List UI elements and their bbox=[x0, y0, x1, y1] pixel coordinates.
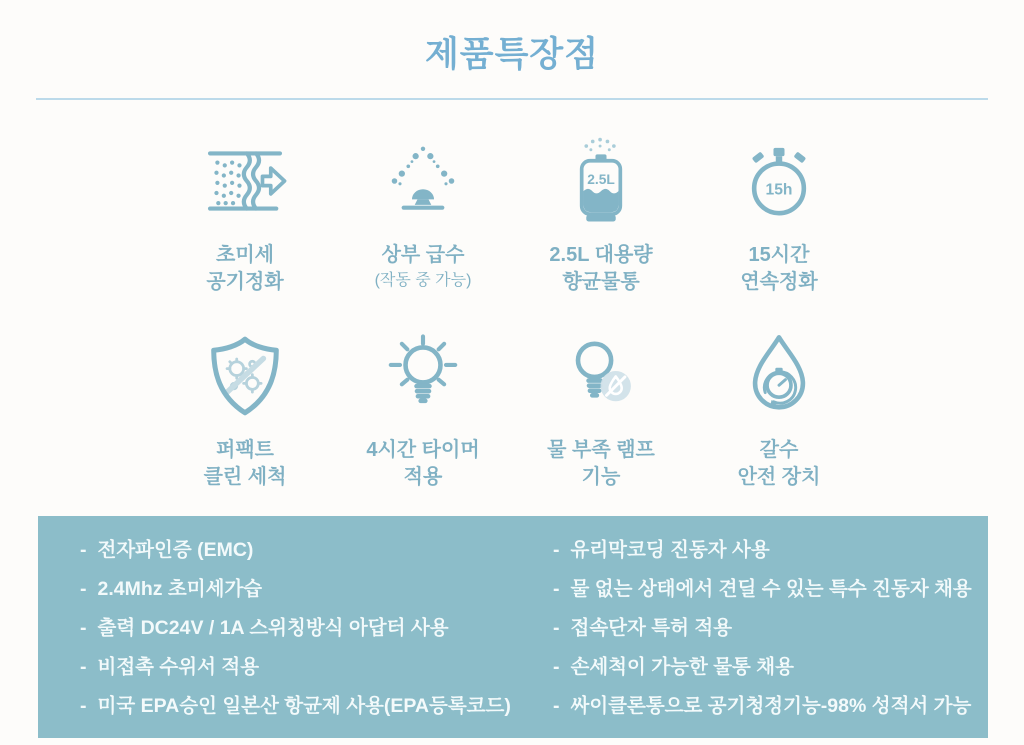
bullet-dash: - bbox=[553, 578, 560, 600]
feature-label: 퍼팩트 클린 세척 bbox=[203, 439, 287, 488]
spec-item bbox=[553, 576, 988, 602]
feature-label: 15시간 연속정화 bbox=[740, 244, 818, 293]
drop-safety-icon bbox=[733, 325, 825, 422]
bullet-dash: - bbox=[553, 539, 560, 561]
timer-bulb-icon bbox=[377, 325, 469, 422]
spec-list-right bbox=[513, 537, 988, 738]
bullet-dash: - bbox=[553, 617, 560, 639]
feature-15h-continuous bbox=[690, 130, 868, 296]
spec-item bbox=[553, 537, 988, 563]
spec-text: 비접촉 수위서 적용 bbox=[97, 656, 260, 678]
spec-text: 물 없는 상태에서 견딜 수 있는 특수 진동자 채용 bbox=[570, 578, 972, 600]
bullet-dash: - bbox=[553, 695, 560, 717]
spec-text: 싸이클론통으로 공기청정기능-98% 성적서 가능 bbox=[570, 695, 972, 717]
spec-text: 손세척이 가능한 물통 채용 bbox=[570, 656, 794, 678]
spec-item bbox=[553, 654, 988, 680]
bullet-dash: - bbox=[553, 656, 560, 678]
feature-label: 상부 급수 (작동 중 가능) bbox=[374, 244, 472, 289]
spec-item bbox=[80, 615, 513, 641]
page-title: 제품특장점 bbox=[424, 35, 600, 74]
spec-text: 유리막코딩 진동자 사용 bbox=[570, 539, 770, 561]
features-grid bbox=[156, 130, 868, 491]
spec-text: 2.4Mhz 초미세가습 bbox=[97, 578, 263, 600]
feature-label: 물 부족 램프 기능 bbox=[547, 439, 655, 488]
feature-label: 갈수 안전 장치 bbox=[737, 439, 821, 488]
spec-text: 출력 DC24V / 1A 스위칭방식 아답터 사용 bbox=[97, 617, 449, 639]
feature-label: 2.5L 대용량 향균물통 bbox=[549, 244, 653, 293]
feature-air-purification bbox=[156, 130, 334, 296]
feature-water-safety bbox=[690, 325, 868, 491]
feature-large-tank bbox=[512, 130, 690, 296]
bullet-dash: - bbox=[80, 539, 87, 561]
bullet-dash: - bbox=[80, 656, 87, 678]
air-filter-icon bbox=[199, 130, 291, 227]
title-divider bbox=[36, 98, 988, 100]
spec-list-left bbox=[38, 537, 513, 738]
spec-item bbox=[80, 654, 513, 680]
bullet-dash: - bbox=[80, 695, 87, 717]
tank-capacity-text: 2.5L bbox=[587, 171, 615, 187]
spec-item bbox=[80, 693, 513, 719]
clean-shield-icon bbox=[199, 325, 291, 422]
spec-text: 접속단자 특허 적용 bbox=[570, 617, 733, 639]
spec-item bbox=[80, 537, 513, 563]
spec-text: 전자파인증 (EMC) bbox=[97, 539, 254, 561]
stopwatch-hours-text: 15h bbox=[765, 181, 793, 199]
spec-box bbox=[38, 516, 988, 738]
spec-item bbox=[553, 693, 988, 719]
bullet-dash: - bbox=[80, 578, 87, 600]
feature-label: 4시간 타이머 적용 bbox=[366, 439, 480, 488]
bullet-dash: - bbox=[80, 617, 87, 639]
feature-label: 초미세 공기정화 bbox=[206, 244, 284, 293]
top-water-spray-icon bbox=[377, 130, 469, 227]
feature-4h-timer bbox=[334, 325, 512, 491]
spec-item bbox=[553, 615, 988, 641]
feature-perfect-clean bbox=[156, 325, 334, 491]
spec-item bbox=[80, 576, 513, 602]
spec-text: 미국 EPA승인 일본산 항균제 사용(EPA등록코드) bbox=[97, 695, 511, 717]
stopwatch-icon bbox=[733, 130, 825, 227]
feature-top-water-fill bbox=[334, 130, 512, 296]
water-tank-icon bbox=[555, 130, 647, 227]
low-water-lamp-icon bbox=[555, 325, 647, 422]
feature-low-water-lamp bbox=[512, 325, 690, 491]
